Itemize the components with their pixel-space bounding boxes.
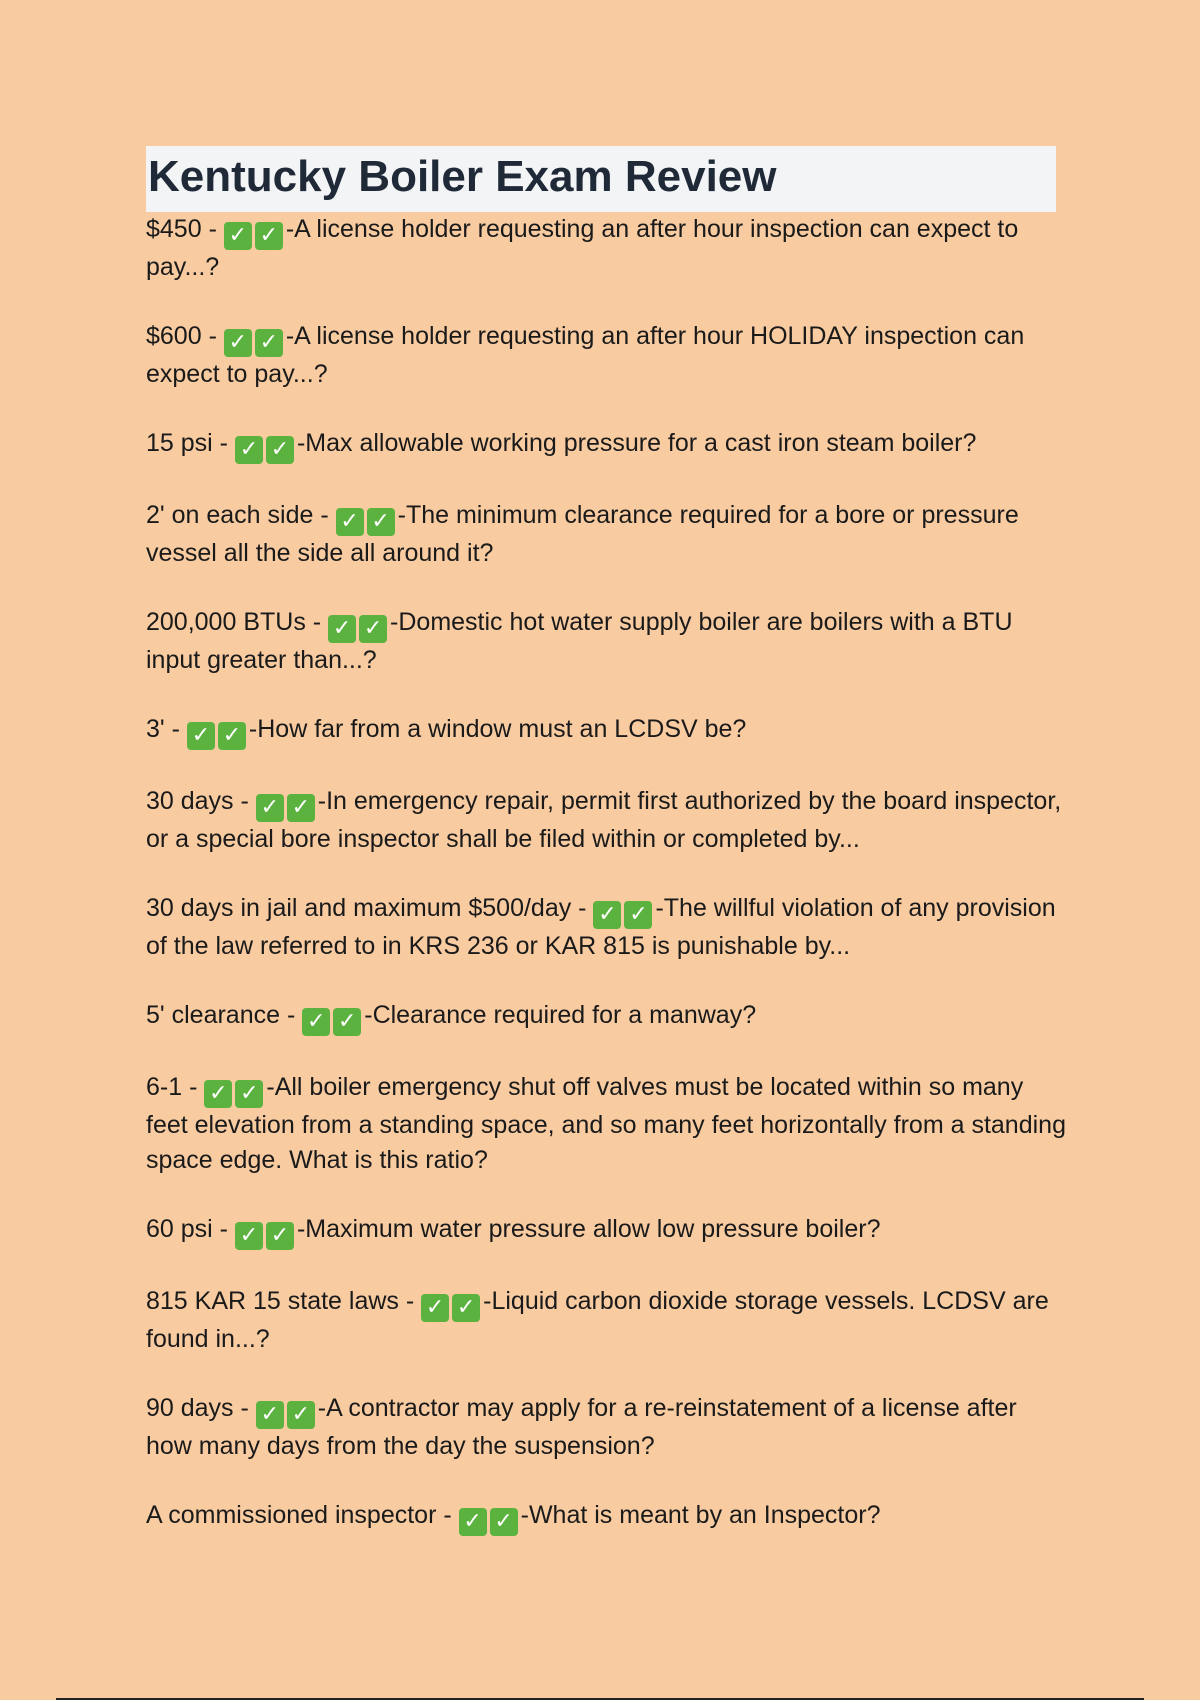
- answer-text: 30 days: [146, 787, 234, 815]
- answer-text: 2' on each side: [146, 501, 314, 529]
- check-marks: [224, 212, 286, 250]
- check-mark-icon: ✓: [336, 508, 364, 536]
- answer-text: 815 KAR 15 state laws: [146, 1287, 399, 1315]
- answer-text: 3': [146, 715, 165, 743]
- question-text: Domestic hot water supply boiler are boilers with a BTU input greater than...?: [146, 608, 1013, 674]
- check-mark-icon: ✓: [224, 329, 252, 357]
- question-text: How far from a window must an LCDSV be?: [257, 715, 747, 743]
- answer-text: A commissioned inspector: [146, 1501, 437, 1529]
- check-marks: [328, 605, 390, 643]
- answer-text: 6-1: [146, 1073, 183, 1101]
- answer-text: 200,000 BTUs: [146, 608, 306, 636]
- answer-text: 30 days in jail and maximum $500/day: [146, 894, 572, 922]
- qa-entry: 90 days - ✓ ✓ -A contractor may apply for a re-reinstatement of a license after how many days from the day the suspension?: [146, 1391, 1066, 1464]
- check-mark-icon: ✓: [459, 1508, 487, 1536]
- answer-text: 60 psi: [146, 1215, 213, 1243]
- question-text: In emergency repair, permit first authorized by the board inspector, or a special bore inspector shall be filed within or completed by...: [146, 787, 1062, 853]
- check-mark-icon: ✓: [255, 222, 283, 250]
- check-marks: [256, 784, 318, 822]
- check-mark-icon: ✓: [235, 436, 263, 464]
- qa-entry: 15 psi - ✓ ✓ -Max allowable working pressure for a cast iron steam boiler?: [146, 426, 1066, 464]
- check-mark-icon: ✓: [367, 508, 395, 536]
- answer-text: 90 days: [146, 1394, 234, 1422]
- check-mark-icon: ✓: [256, 794, 284, 822]
- check-marks: [336, 498, 398, 536]
- qa-entry: $600 - ✓ ✓ -A license holder requesting an after hour HOLIDAY inspection can expect to pay...?: [146, 319, 1066, 392]
- question-text: The minimum clearance required for a bore or pressure vessel all the side all around it?: [146, 501, 1019, 567]
- check-mark-icon: ✓: [287, 794, 315, 822]
- question-text: Max allowable working pressure for a cast iron steam boiler?: [305, 429, 977, 457]
- check-mark-icon: ✓: [204, 1080, 232, 1108]
- check-marks: [302, 998, 364, 1036]
- qa-entry: 200,000 BTUs - ✓ ✓ -Domestic hot water supply boiler are boilers with a BTU input greater than...?: [146, 605, 1066, 678]
- check-mark-icon: ✓: [359, 615, 387, 643]
- answer-text: $600: [146, 322, 202, 350]
- check-marks: [459, 1498, 521, 1536]
- title-highlight: [146, 146, 1056, 212]
- question-text: A license holder requesting an after hour inspection can expect to pay...?: [146, 215, 1019, 281]
- qa-entry: 30 days - ✓ ✓ -In emergency repair, permit first authorized by the board inspector, or a special bore inspector shall be filed within or completed by...: [146, 784, 1066, 857]
- check-mark-icon: ✓: [421, 1294, 449, 1322]
- check-marks: [204, 1070, 266, 1108]
- qa-entry: 5' clearance - ✓ ✓ -Clearance required for a manway?: [146, 998, 1066, 1036]
- qa-entry: $450 - ✓ ✓ -A license holder requesting an after hour inspection can expect to pay...?: [146, 212, 1066, 285]
- check-mark-icon: ✓: [593, 901, 621, 929]
- check-marks: [187, 712, 249, 750]
- question-text: A contractor may apply for a re-reinstatement of a license after how many days from the day the suspension?: [146, 1394, 1017, 1460]
- qa-entry: 60 psi - ✓ ✓ -Maximum water pressure allow low pressure boiler?: [146, 1212, 1066, 1250]
- check-mark-icon: ✓: [452, 1294, 480, 1322]
- check-mark-icon: ✓: [624, 901, 652, 929]
- check-mark-icon: ✓: [333, 1008, 361, 1036]
- check-mark-icon: ✓: [490, 1508, 518, 1536]
- check-mark-icon: ✓: [256, 1401, 284, 1429]
- check-marks: [256, 1391, 318, 1429]
- qa-entry: 3' - ✓ ✓ -How far from a window must an LCDSV be?: [146, 712, 1066, 750]
- check-mark-icon: ✓: [187, 722, 215, 750]
- qa-entry: 6-1 - ✓ ✓ -All boiler emergency shut off valves must be located within so many feet elevation from a standing space, and so many feet horizontally from a standing space edge. What is this ratio?: [146, 1070, 1066, 1178]
- page-title: Kentucky Boiler Exam Review: [148, 152, 777, 201]
- check-mark-icon: ✓: [287, 1401, 315, 1429]
- check-mark-icon: ✓: [235, 1222, 263, 1250]
- question-text: Maximum water pressure allow low pressure boiler?: [305, 1215, 881, 1243]
- question-text: The willful violation of any provision of the law referred to in KRS 236 or KAR 815 is punishable by...: [146, 894, 1056, 960]
- answer-text: $450: [146, 215, 202, 243]
- check-mark-icon: ✓: [302, 1008, 330, 1036]
- check-marks: [235, 426, 297, 464]
- check-marks: [235, 1212, 297, 1250]
- qa-entry: 30 days in jail and maximum $500/day - ✓ ✓ -The willful violation of any provision of the law referred to in KRS 236 or KAR 815 is punishable by...: [146, 891, 1066, 964]
- qa-list: [146, 212, 1066, 1570]
- check-marks: [593, 891, 655, 929]
- check-mark-icon: ✓: [266, 436, 294, 464]
- check-mark-icon: ✓: [235, 1080, 263, 1108]
- check-marks: [224, 319, 286, 357]
- question-text: All boiler emergency shut off valves must be located within so many feet elevation from a standing space, and so many feet horizontally from a standing space edge. What is this ratio?: [146, 1073, 1066, 1174]
- answer-text: 15 psi: [146, 429, 213, 457]
- question-text: A license holder requesting an after hour HOLIDAY inspection can expect to pay...?: [146, 322, 1025, 388]
- question-text: Liquid carbon dioxide storage vessels. LCDSV are found in...?: [146, 1287, 1049, 1353]
- question-text: Clearance required for a manway?: [372, 1001, 757, 1029]
- check-mark-icon: ✓: [255, 329, 283, 357]
- answer-text: 5' clearance: [146, 1001, 281, 1029]
- qa-entry: 815 KAR 15 state laws - ✓ ✓ -Liquid carbon dioxide storage vessels. LCDSV are found in...?: [146, 1284, 1066, 1357]
- qa-entry: 2' on each side - ✓ ✓ -The minimum clearance required for a bore or pressure vessel all the side all around it?: [146, 498, 1066, 571]
- check-mark-icon: ✓: [328, 615, 356, 643]
- check-marks: [421, 1284, 483, 1322]
- check-mark-icon: ✓: [224, 222, 252, 250]
- check-mark-icon: ✓: [218, 722, 246, 750]
- check-mark-icon: ✓: [266, 1222, 294, 1250]
- qa-entry: A commissioned inspector - ✓ ✓ -What is meant by an Inspector?: [146, 1498, 1066, 1536]
- question-text: What is meant by an Inspector?: [528, 1501, 881, 1529]
